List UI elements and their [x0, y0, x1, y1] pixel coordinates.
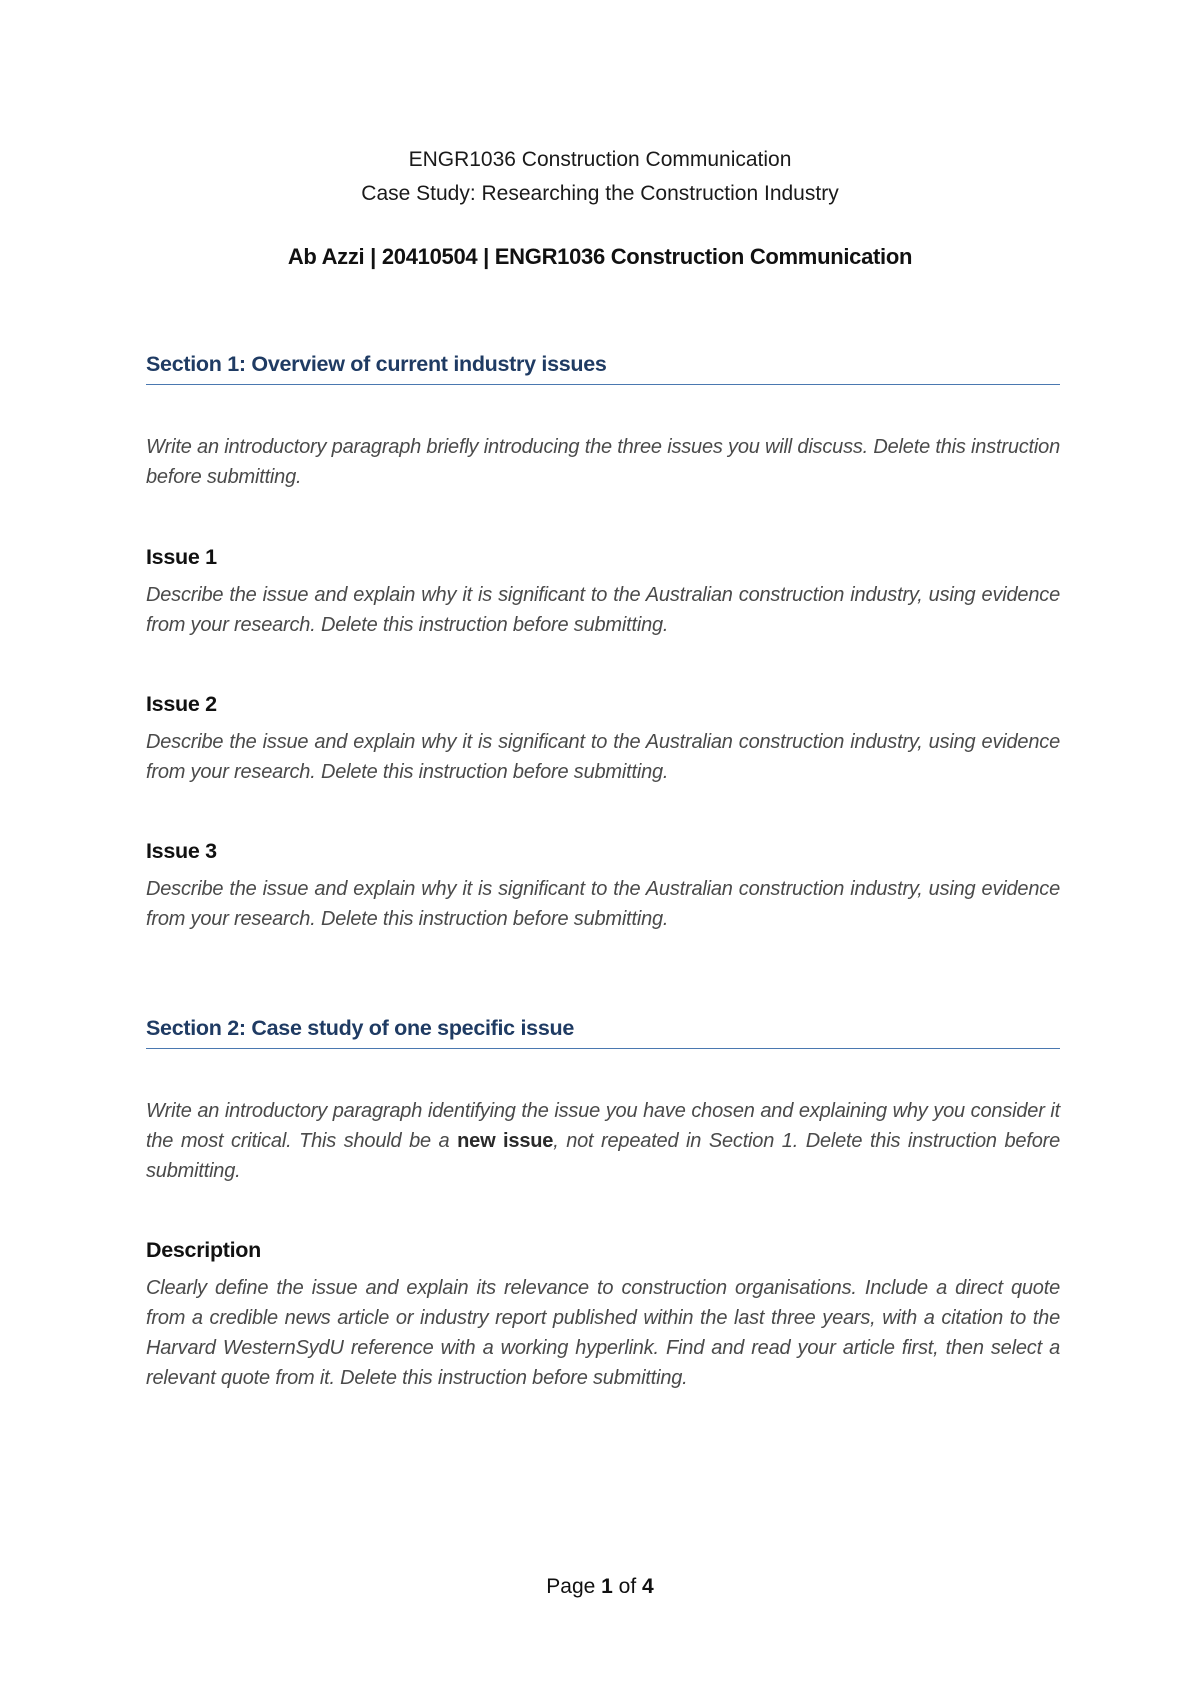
section-2-intro-part1: Write an introductory paragraph identifying the issue you have chosen and explaining why you consider it the most critical. This should be a: [146, 1100, 1060, 1152]
assignment-title: Case Study: Researching the Construction Industry: [361, 182, 839, 205]
page-total: 4: [642, 1575, 654, 1598]
page-prefix: Page: [546, 1575, 602, 1598]
section-2-intro-part2: , not repeated in Section 1. Delete this instruction before submitting.: [146, 1130, 1061, 1182]
issue-2-heading: Issue 2: [146, 692, 217, 716]
author-line: Ab Azzi | 20410504 | ENGR1036 Construction Communication: [287, 244, 913, 269]
section-2-intro: [146, 1096, 1060, 1186]
issue-2-instruction: Describe the issue and explain why it is significant to the Australian construction industry, using evidence from your research. Delete this instruction before submitting.: [146, 731, 1060, 783]
section-2-intro-bold: new issue: [457, 1130, 554, 1152]
description-instruction: Clearly define the issue and explain its relevance to construction organisations. Include a direct quote from a credible news article or industry report published within the last three years, with a citation to the Harvard WesternSydU reference with a working hyperlink. Find and read your article first, then select a relevant quote from it. Delete this instruction before submitting.: [146, 1277, 1060, 1389]
page-of: of: [612, 1575, 643, 1598]
course-title: ENGR1036 Construction Communication: [408, 148, 792, 171]
description-heading: Description: [146, 1238, 261, 1262]
page-current: 1: [601, 1575, 613, 1598]
issue-1-instruction: Describe the issue and explain why it is significant to the Australian construction industry, using evidence from your research. Delete this instruction before submitting.: [146, 584, 1060, 636]
issue-3-instruction: Describe the issue and explain why it is significant to the Australian construction industry, using evidence from your research. Delete this instruction before submitting.: [146, 878, 1060, 930]
issue-1-heading: Issue 1: [146, 545, 217, 569]
section-1-heading: Section 1: Overview of current industry issues: [146, 352, 1060, 385]
section-2-heading: Section 2: Case study of one specific issue: [146, 1016, 1060, 1049]
page-number: [0, 1575, 1200, 1599]
issue-3-heading: Issue 3: [146, 839, 217, 863]
section-1-intro: Write an introductory paragraph briefly introducing the three issues you will discuss. Delete this instruction before submitting.: [146, 436, 1060, 488]
